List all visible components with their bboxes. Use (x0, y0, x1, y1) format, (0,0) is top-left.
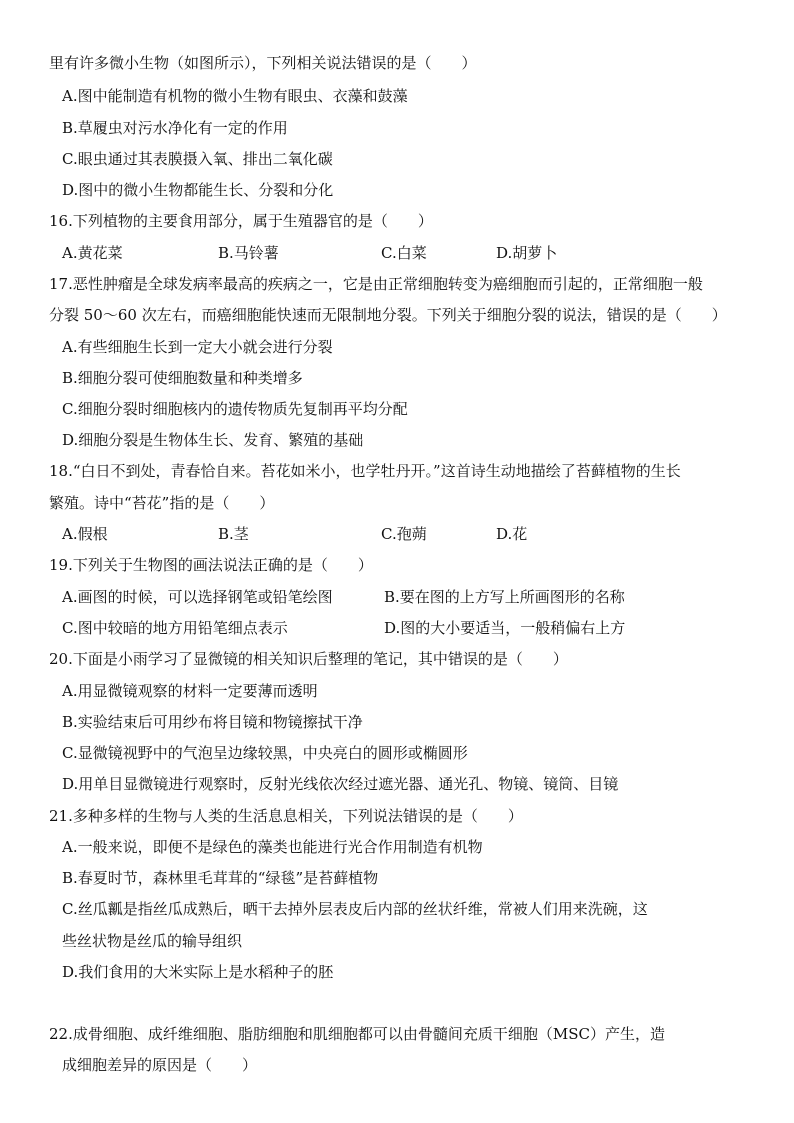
q16-stem: 16.下列植物的主要食用部分，属于生殖器官的是（ ） (49, 212, 433, 230)
q22-stem-line2: 成细胞差异的原因是（ ） (62, 1056, 258, 1074)
q21-option-a: A.一般来说，即便不是绿色的藻类也能进行光合作用制造有机物 (62, 838, 483, 856)
q15-option-b: B.草履虫对污水净化有一定的作用 (62, 119, 288, 137)
q18-stem-line1: 18.“白日不到处，青春恰自来。苔花如米小，也学牡丹开。”这首诗生动地描绘了苔藓植物的生长 (49, 462, 681, 480)
q19-option-b: B.要在图的上方写上所画图形的名称 (384, 588, 625, 606)
q15-option-d: D.图中的微小生物都能生长、分裂和分化 (62, 181, 334, 199)
q20-option-a: A.用显微镜观察的材料一定要薄而透明 (62, 682, 318, 700)
q17-option-b: B.细胞分裂可使细胞数量和种类增多 (62, 369, 303, 387)
q20-option-c: C.显微镜视野中的气泡呈边缘较黑，中央亮白的圆形或椭圆形 (62, 744, 468, 762)
q21-option-d: D.我们食用的大米实际上是水稻种子的胚 (62, 963, 334, 981)
q16-option-d: D.胡萝卜 (496, 244, 558, 262)
q21-option-c-continued: 些丝状物是丝瓜的输导组织 (62, 932, 243, 950)
q20-stem: 20.下面是小雨学习了显微镜的相关知识后整理的笔记，其中错误的是（ ） (49, 650, 568, 668)
q15-option-a: A.图中能制造有机物的微小生物有眼虫、衣藻和鼓藻 (62, 87, 408, 105)
q16-option-b: B.马铃薯 (218, 244, 279, 262)
q20-option-b: B.实验结束后可用纱布将目镜和物镜擦拭干净 (62, 713, 363, 731)
q19-option-d: D.图的大小要适当，一般稍偏右上方 (384, 619, 626, 637)
q19-option-a: A.画图的时候，可以选择钢笔或铅笔绘图 (62, 588, 333, 606)
q22-stem-line1: 22.成骨细胞、成纤维细胞、脂肪细胞和肌细胞都可以由骨髓间充质干细胞（MSC）产生，造 (49, 1025, 665, 1043)
q16-option-c: C.白菜 (381, 244, 427, 262)
q21-option-c: C.丝瓜瓤是指丝瓜成熟后，晒干去掉外层表皮后内部的丝状纤维，常被人们用来洗碗，这 (62, 900, 648, 918)
q18-option-b: B.茎 (218, 525, 249, 543)
q17-option-a: A.有些细胞生长到一定大小就会进行分裂 (62, 338, 333, 356)
q15-stem: 里有许多微小生物（如图所示），下列相关说法错误的是（ ） (49, 54, 477, 72)
q17-option-d: D.细胞分裂是生物体生长、发育、繁殖的基础 (62, 431, 364, 449)
q19-stem: 19.下列关于生物图的画法说法正确的是（ ） (49, 556, 373, 574)
q21-stem: 21.多种多样的生物与人类的生活息息相关，下列说法错误的是（ ） (49, 807, 523, 825)
q17-option-c: C.细胞分裂时细胞核内的遗传物质先复制再平均分配 (62, 400, 408, 418)
q17-stem-line2: 分裂 50～60 次左右，而癌细胞能快速而无限制地分裂。下列关于细胞分裂的说法，错误的是（ ） (49, 306, 727, 324)
q16-option-a: A.黄花菜 (62, 244, 123, 262)
q21-option-b: B.春夏时节，森林里毛茸茸的“绿毯”是苔藓植物 (62, 869, 379, 887)
q17-stem-line1: 17.恶性肿瘤是全球发病率最高的疾病之一，它是由正常细胞转变为癌细胞而引起的，正常细胞一般 (49, 275, 703, 293)
q20-option-d: D.用单目显微镜进行观察时，反射光线依次经过遮光器、通光孔、物镜、镜筒、目镜 (62, 775, 619, 793)
q18-option-d: D.花 (496, 525, 528, 543)
q18-option-a: A.假根 (62, 525, 108, 543)
q15-option-c: C.眼虫通过其表膜摄入氧、排出二氧化碳 (62, 150, 333, 168)
q18-stem-line2: 繁殖。诗中“苔花”指的是（ ） (49, 494, 275, 512)
q18-option-c: C.孢蒴 (381, 525, 427, 543)
q19-option-c: C.图中较暗的地方用铅笔细点表示 (62, 619, 288, 637)
